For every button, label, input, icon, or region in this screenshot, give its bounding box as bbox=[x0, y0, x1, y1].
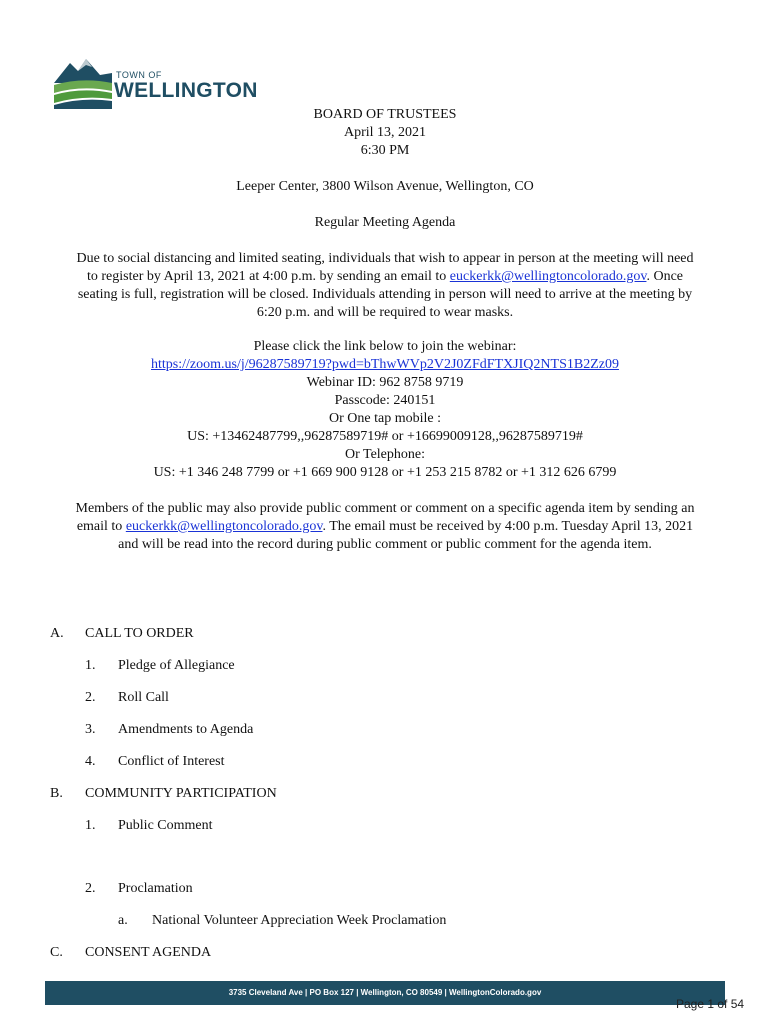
tel-numbers: US: +1 346 248 7799 or +1 669 900 9128 or +1 253 215 8782 or +1 312 626 6799 bbox=[153, 465, 617, 480]
mountain-logo-icon bbox=[52, 53, 114, 111]
section-title: CALL TO ORDER bbox=[85, 626, 194, 641]
page-number: Page 1 of 54 bbox=[676, 997, 745, 1011]
email-link[interactable]: euckerkk@wellingtoncolorado.gov bbox=[125, 519, 323, 534]
section-letter: C. bbox=[50, 945, 63, 960]
footer-bar: 3735 Cleveland Ave | PO Box 127 | Wellington, CO 80549 | WellingtonColorado.gov bbox=[45, 981, 725, 1005]
meeting-time: 6:30 PM bbox=[360, 143, 410, 158]
section-letter: B. bbox=[50, 786, 63, 801]
item-number: 1. bbox=[85, 658, 96, 673]
section-title: CONSENT AGENDA bbox=[85, 945, 212, 960]
webinar-id: Webinar ID: 962 8758 9719 bbox=[306, 375, 464, 390]
item-number: 2. bbox=[85, 881, 96, 896]
board-title: BOARD OF TRUSTEES bbox=[313, 107, 457, 122]
meeting-location: Leeper Center, 3800 Wilson Avenue, Wellington, CO bbox=[236, 179, 534, 194]
agenda-item: Conflict of Interest bbox=[118, 754, 225, 769]
zoom-link[interactable]: https://zoom.us/j/96287589719?pwd=bThwWVp2V2J0ZFdFTXJIQ2NTS1B2Zz09 bbox=[151, 357, 619, 372]
agenda-item: Proclamation bbox=[118, 881, 193, 896]
sub-item-letter: a. bbox=[118, 913, 128, 928]
logo-town-of: TOWN OF bbox=[116, 70, 162, 80]
agenda-item: Roll Call bbox=[118, 690, 169, 705]
comment-line: . The email must be received by 4:00 p.m. Tuesday April 13, 2021 bbox=[322, 519, 694, 534]
item-number: 4. bbox=[85, 754, 96, 769]
item-number: 3. bbox=[85, 722, 96, 737]
tel-label: Or Telephone: bbox=[344, 447, 425, 462]
notice-line: seating is full, registration will be closed. Individuals attending in person will need to arrive at the meeting by bbox=[77, 287, 693, 302]
agenda-sub-item: National Volunteer Appreciation Week Proclamation bbox=[152, 913, 447, 928]
webinar-intro: Please click the link below to join the webinar: bbox=[253, 339, 517, 354]
comment-line: Members of the public may also provide public comment or comment on a specific agenda item by sending an bbox=[75, 501, 695, 516]
webinar-passcode: Passcode: 240151 bbox=[334, 393, 436, 408]
public-comment-paragraph bbox=[48, 500, 722, 554]
agenda-item: Amendments to Agenda bbox=[118, 722, 254, 737]
notice-line: . Once bbox=[646, 269, 683, 284]
section-title: COMMUNITY PARTICIPATION bbox=[85, 786, 277, 801]
item-number: 2. bbox=[85, 690, 96, 705]
item-number: 1. bbox=[85, 818, 96, 833]
logo-wellington: WELLINGTON bbox=[114, 79, 258, 102]
notice-line: 6:20 p.m. and will be required to wear masks. bbox=[256, 305, 514, 320]
notice-line: Due to social distancing and limited seating, individuals that wish to appear in person at the meeting will need bbox=[76, 251, 694, 266]
meeting-date: April 13, 2021 bbox=[343, 125, 427, 140]
tap-numbers: US: +13462487799,,96287589719# or +16699009128,,96287589719# bbox=[187, 429, 583, 444]
section-letter: A. bbox=[50, 626, 64, 641]
email-link[interactable]: euckerkk@wellingtoncolorado.gov bbox=[449, 269, 647, 284]
comment-line: and will be read into the record during public comment or public comment for the agenda item. bbox=[118, 537, 652, 552]
notice-paragraph bbox=[48, 250, 722, 322]
agenda-item: Pledge of Allegiance bbox=[118, 658, 235, 673]
notice-line: to register by April 13, 2021 at 4:00 p.m. by sending an email to bbox=[87, 269, 450, 284]
meeting-type: Regular Meeting Agenda bbox=[314, 215, 456, 230]
tap-label: Or One tap mobile : bbox=[329, 411, 441, 426]
agenda-item: Public Comment bbox=[118, 818, 213, 833]
comment-line: email to bbox=[76, 519, 126, 534]
